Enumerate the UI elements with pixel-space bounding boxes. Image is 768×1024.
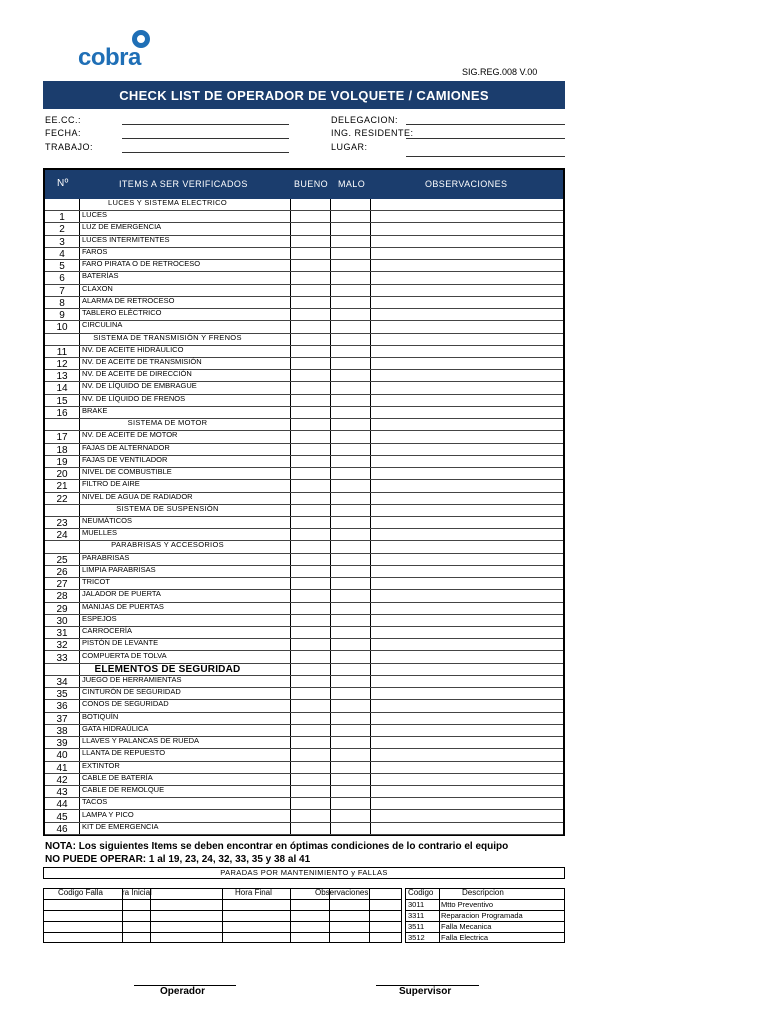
item-label: CIRCULINA (82, 320, 123, 330)
paradas-table (43, 888, 402, 943)
header-codigo-falla: Codigo Falla (58, 888, 103, 897)
item-label: FAJAS DE ALTERNADOR (82, 442, 170, 452)
header-bueno: BUENO (294, 179, 329, 189)
item-number: 36 (56, 701, 68, 713)
table-row (45, 652, 563, 664)
section-title: SISTEMA DE MOTOR (127, 418, 208, 428)
header-observaciones-paradas: Observaciones (315, 888, 369, 897)
supervisor-label: Supervisor (399, 986, 452, 997)
table-row (45, 811, 563, 823)
item-label: LLANTA DE REPUESTO (82, 748, 166, 758)
item-label: LUZ DE EMERGENCIA (82, 222, 162, 232)
item-label: JALADOR DE PUERTA (82, 589, 161, 599)
item-number: 15 (56, 395, 68, 407)
table-row (45, 566, 563, 578)
col-line (222, 889, 223, 942)
header-hora-final: Hora Final (235, 888, 272, 897)
item-number: 40 (56, 750, 68, 762)
trabajo-label: TRABAJO: (45, 142, 94, 152)
item-number: 23 (56, 517, 68, 529)
item-number: 5 (59, 261, 65, 273)
lugar-label: LUGAR: (331, 142, 368, 152)
item-label: FILTRO DE AIRE (82, 479, 140, 489)
item-label: NV. DE LÍQUIDO DE EMBRAGUE (82, 381, 197, 391)
item-label: FARO PIRATA O DE RETROCESO (82, 259, 201, 269)
code-value: 3311 (408, 911, 425, 920)
item-number: 32 (56, 640, 68, 652)
item-number: 14 (56, 383, 68, 395)
section-title: ELEMENTOS DE SEGURIDAD (94, 663, 241, 675)
header-descripcion: Descripcion (462, 888, 504, 897)
table-row (45, 786, 563, 798)
code-value: 3511 (408, 922, 425, 931)
item-number: 44 (56, 799, 68, 811)
item-label: BATERÍAS (82, 271, 119, 281)
table-row (45, 285, 563, 297)
item-number: 29 (56, 603, 68, 615)
company-logo (78, 30, 160, 75)
note-line-1: NOTA: Los siguientes Items se deben encontrar en óptimas condiciones de lo contrario el equipo (45, 841, 509, 852)
item-number: 28 (56, 591, 68, 603)
item-number: 20 (56, 469, 68, 481)
fecha-field[interactable] (122, 138, 289, 139)
header-items: ITEMS A SER VERIFICADOS (119, 179, 248, 189)
item-label: LIMPIA PARABRISAS (82, 564, 156, 574)
table-row (45, 517, 563, 529)
table-row (45, 395, 563, 407)
item-label: MANIJAS DE PUERTAS (82, 601, 164, 611)
item-number: 35 (56, 689, 68, 701)
eecc-label: EE.CC.: (45, 115, 82, 125)
item-label: NV. DE LÍQUIDO DE FRENOS (82, 393, 186, 403)
item-number: 27 (56, 579, 68, 591)
item-number: 1 (59, 212, 65, 224)
table-row (45, 431, 563, 443)
section-row (45, 334, 563, 346)
codes-table (405, 888, 565, 943)
eecc-field[interactable] (122, 124, 289, 125)
item-number: 33 (56, 652, 68, 664)
item-number: 42 (56, 774, 68, 786)
item-label: TACOS (82, 797, 108, 807)
table-row (45, 236, 563, 248)
item-number: 37 (56, 713, 68, 725)
item-label: LUCES INTERMITENTES (82, 234, 170, 244)
item-label: CARROCERÍA (82, 626, 133, 636)
item-number: 18 (56, 444, 68, 456)
table-row (45, 272, 563, 284)
delegacion-label: DELEGACION: (331, 115, 399, 125)
section-row (45, 199, 563, 211)
col-line (439, 889, 440, 942)
item-number: 24 (56, 530, 68, 542)
item-label: MUELLES (82, 528, 118, 538)
note (45, 840, 508, 866)
item-label: NV. DE ACEITE DE MOTOR (82, 430, 178, 440)
table-row (45, 382, 563, 394)
col-line (290, 889, 291, 942)
item-number: 22 (56, 493, 68, 505)
item-number: 7 (59, 285, 65, 297)
item-label: JUEGO DE HERRAMIENTAS (82, 674, 182, 684)
header-hora-inicial: ra Inicial (122, 888, 152, 897)
item-number: 34 (56, 676, 68, 688)
item-label: COMPUERTA DE TOLVA (82, 650, 167, 660)
item-number: 41 (56, 762, 68, 774)
item-label: LAMPA Y PICO (82, 809, 134, 819)
item-label: LLAVES Y PALANCAS DE RUEDA (82, 736, 199, 746)
item-label: PISTÓN DE LEVANTE (82, 638, 159, 648)
item-label: CLAXON (82, 283, 113, 293)
item-number: 25 (56, 554, 68, 566)
section-title: SISTEMA DE SUSPENSIÓN (116, 503, 219, 513)
logo-text: cobra (78, 44, 141, 71)
item-label: CABLE DE REMOLQUE (82, 785, 165, 795)
item-number: 3 (59, 236, 65, 248)
item-label: FAROS (82, 246, 108, 256)
table-row (45, 321, 563, 333)
code-description: Mtto Preventivo (441, 900, 494, 909)
item-label: NV. DE ACEITE DE TRANSMISIÓN (82, 356, 202, 366)
code-description: Falla Mecanica (441, 922, 492, 931)
ing-residente-label: ING. RESIDENTE: (331, 128, 414, 138)
col-line (122, 889, 123, 942)
section-title: PARABRISAS Y ACCESORIOS (111, 540, 224, 550)
item-number: 21 (56, 481, 68, 493)
table-row (45, 407, 563, 419)
item-number: 2 (59, 224, 65, 236)
code-value: 3011 (408, 900, 425, 909)
item-label: TABLERO ELÉCTRICO (82, 308, 162, 318)
col-line (150, 889, 151, 942)
table-row (45, 798, 563, 810)
section-title: LUCES Y SISTEMA ELECTRICO (108, 198, 227, 207)
table-row (45, 823, 563, 835)
checklist-table (43, 168, 565, 836)
item-label: ALARMA DE RETROCESO (82, 295, 175, 305)
item-label: KIT DE EMERGENCIA (82, 821, 159, 831)
header-malo: MALO (338, 179, 366, 189)
table-row (45, 700, 563, 712)
item-label: CINTURÓN DE SEGURIDAD (82, 687, 181, 697)
table-row (45, 590, 563, 602)
table-row (45, 223, 563, 235)
item-number: 6 (59, 273, 65, 285)
item-label: LUCES (82, 210, 108, 220)
item-label: BOTIQUÍN (82, 711, 119, 721)
note-line-2: NO PUEDE OPERAR: 1 al 19, 23, 24, 32, 33, 35 y 38 al 41 (45, 854, 311, 865)
ing-residente-field[interactable] (406, 138, 565, 139)
table-row (45, 480, 563, 492)
item-number: 46 (56, 823, 68, 835)
item-label: BRAKE (82, 405, 108, 415)
item-number: 11 (56, 346, 68, 358)
lugar-field[interactable] (406, 156, 565, 157)
item-label: NIVEL DE AGUA DE RADIADOR (82, 491, 193, 501)
header-no: Nº (57, 178, 69, 189)
fecha-label: FECHA: (45, 128, 82, 138)
table-row (45, 749, 563, 761)
table-row (45, 493, 563, 505)
trabajo-field[interactable] (122, 152, 289, 153)
header-codigo: Codigo (408, 888, 434, 897)
item-number: 38 (56, 725, 68, 737)
item-label: ESPEJOS (82, 613, 117, 623)
item-number: 10 (56, 322, 68, 334)
item-number: 12 (56, 358, 68, 370)
item-label: NEUMÁTICOS (82, 515, 133, 525)
item-number: 26 (56, 566, 68, 578)
code-description: Falla Electrica (441, 933, 489, 942)
col-line (369, 889, 370, 942)
table-row (45, 309, 563, 321)
section-title: SISTEMA DE TRANSMISIÓN Y FRENOS (93, 332, 242, 342)
item-label: NV. DE ACEITE HIDRÁULICO (82, 344, 184, 354)
item-number: 17 (56, 432, 68, 444)
header-observaciones: OBSERVACIONES (425, 179, 508, 189)
item-number: 8 (59, 297, 65, 309)
table-row (45, 639, 563, 651)
item-label: EXTINTOR (82, 760, 120, 770)
item-number: 9 (59, 310, 65, 322)
document-reference: SIG.REG.008 V.00 (462, 67, 538, 77)
item-label: TRICOT (82, 577, 110, 587)
col-line (329, 889, 330, 942)
item-number: 45 (56, 811, 68, 823)
item-number: 19 (56, 456, 68, 468)
item-number: 16 (56, 407, 68, 419)
table-row (45, 260, 563, 272)
item-label: CONOS DE SEGURIDAD (82, 699, 169, 709)
item-label: GATA HIDRAÚLICA (82, 723, 149, 733)
code-value: 3512 (408, 933, 425, 942)
item-number: 43 (56, 787, 68, 799)
item-number: 13 (56, 371, 68, 383)
item-label: NIVEL DE COMBUSTIBLE (82, 467, 172, 477)
item-label: PARABRISAS (82, 552, 130, 562)
item-number: 4 (59, 248, 65, 260)
item-label: FAJAS DE VENTILADOR (82, 454, 168, 464)
table-row (45, 762, 563, 774)
page-title: CHECK LIST DE OPERADOR DE VOLQUETE / CAMIONES (43, 81, 565, 109)
item-number: 30 (56, 615, 68, 627)
paradas-title: PARADAS POR MANTENIMIENTO y FALLAS (43, 867, 565, 879)
operador-label: Operador (160, 986, 206, 997)
item-number: 39 (56, 738, 68, 750)
code-description: Reparacion Programada (441, 911, 523, 920)
item-number: 31 (56, 628, 68, 640)
table-row (45, 603, 563, 615)
delegacion-field[interactable] (406, 124, 565, 125)
item-label: CABLE DE BATERÍA (82, 772, 153, 782)
section-row (45, 541, 563, 553)
table-row (45, 444, 563, 456)
table-header (45, 170, 563, 199)
item-label: NV. DE ACEITE DE DIRECCIÓN (82, 369, 192, 379)
